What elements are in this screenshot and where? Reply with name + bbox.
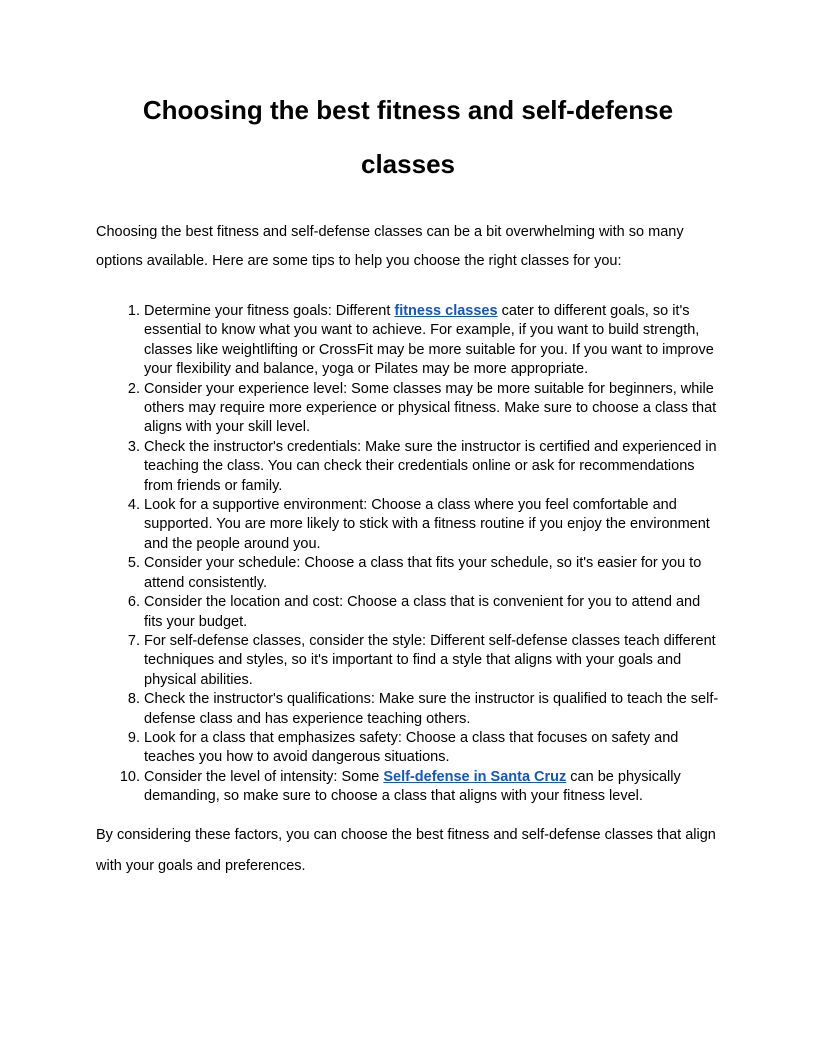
list-item-text: Look for a supportive environment: Choose a class where you feel comfortable and supported. You are more likely to stick with a fitness routine if you enjoy the environment and the people around you.: [144, 497, 710, 552]
list-item-text: For self-defense classes, consider the style: Different self-defense classes teach different techniques and styles, so it's important to find a style that aligns with your goals and physical abilities.: [144, 632, 716, 688]
list-item: [96, 690, 720, 729]
closing-paragraph: By considering these factors, you can choose the best fitness and self-defense classes that align with your goals and preferences.: [96, 827, 716, 874]
fitness-classes-link[interactable]: fitness classes: [394, 303, 498, 319]
list-item: [96, 302, 720, 380]
list-item-text: Check the instructor's credentials: Make sure the instructor is certified and experienced in teaching the class. You can check their credentials online or ask for recommendations from friends or family.: [144, 438, 717, 494]
list-item-text: Consider your schedule: Choose a class that fits your schedule, so it's easier for you to attend consistently.: [144, 555, 702, 591]
list-item-number: 7 .: [96, 632, 140, 651]
list-item-text: Check the instructor's qualifications: Make sure the instructor is qualified to teach the self-defense class and has experience teaching others.: [144, 691, 719, 727]
list-item: [96, 593, 720, 632]
list-item-number: 10 .: [96, 768, 140, 787]
list-item-number: 3 .: [96, 438, 140, 457]
page-title: Choosing the best fitness and self-defense classes: [142, 95, 674, 179]
list-item: [96, 554, 720, 593]
list-item-number: 9 .: [96, 729, 140, 748]
list-item-text: Look for a class that emphasizes safety: Choose a class that focuses on safety and teaches you how to avoid dangerous situations.: [144, 729, 679, 766]
list-item-number: 5 .: [96, 554, 140, 573]
list-item-number: 2 .: [96, 380, 140, 399]
list-item-text: Consider the location and cost: Choose a class that is convenient for you to attend and fits your budget.: [144, 594, 701, 630]
list-item: [96, 768, 720, 807]
self-defense-santa-cruz-link[interactable]: Self-defense in Santa Cruz: [383, 768, 567, 785]
list-item: [96, 438, 720, 496]
list-item-text: Consider the level of intensity: Some: [144, 768, 384, 785]
list-item-number: 4 .: [96, 496, 140, 515]
list-item: [96, 729, 720, 768]
list-item: [96, 632, 720, 690]
intro-paragraph: Choosing the best fitness and self-defense classes can be a bit overwhelming with so many options available. Here are some tips to help you choose the right classes for you:: [96, 224, 684, 269]
list-item: [96, 496, 720, 554]
list-item-number: 6 .: [96, 593, 140, 612]
list-item-number: 1 .: [96, 302, 140, 321]
list-item: [96, 380, 720, 438]
list-item-text: cater to different goals, so it's essential to know what you want to achieve. For example, if you want to build strength, classes like weightlifting or CrossFit may be more suitable for you. If you want to improve your flexibility and balance, yoga or Pilates may be more appropriate.: [144, 303, 714, 378]
tips-list: [96, 302, 720, 807]
list-item-text: can be physically demanding, so make sure to choose a class that aligns with your fitness level.: [144, 768, 681, 805]
list-item-text: Consider your experience level: Some classes may be more suitable for beginners, while others may require more experience or physical fitness. Make sure to choose a class that aligns with your skill level.: [144, 380, 717, 436]
list-item-number: 8 .: [96, 690, 140, 709]
list-item-text: Determine your fitness goals: Different: [144, 303, 395, 319]
